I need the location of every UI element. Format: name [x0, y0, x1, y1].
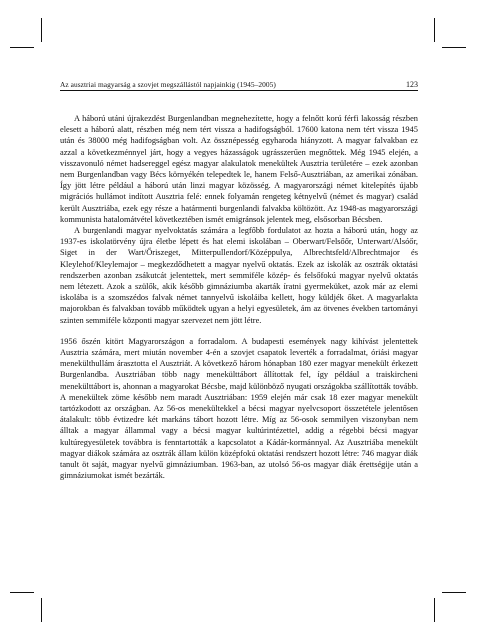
paragraph: A burgenlandi magyar nyelvoktatás számára a legfőbb fordulatot az hozta a háború után, hogy az 1937-es iskolatörvény újra életbe lépett és hat elemi iskolában – Oberwart/Felsőőr, Unterwart/Alsóőr, Siget in der Wart/Őriszeget, Mitterpullendorf/Középpulya, Albrechtsfeld/Albrechtmajor és Kleylehof/Kleylemajor – megkezdődhetett a magyar nyelvű oktatás. Ezek az iskolák az osztrák oktatási rendszerben azonban zsákutcát jelentettek, mert semmiféle közép- és felsőfokú magyar nyelvű oktatás nem létezett. Azok a szülők, akik később gimnáziumba akarták íratni gyermeküket, azok már az elemi iskolába is a szomszédos falvak német tannyelvű iskoláiba kellett, hogy küldjék őket. A magyarlakta majorokban és falvakban tovább működtek ugyan a helyi egyesületek, ám az ötvenes években tartományi szinten semmiféle központi magyar szervezet nem jött létre. [60, 226, 418, 325]
crop-mark [10, 47, 34, 48]
crop-mark [41, 598, 42, 622]
paragraph: A háború utáni újrakezdést Burgenlandban megnehezítette, hogy a felnőtt korú férfi lakosság részben elesett a háború alatt, részben még nem tért vissza a hadifogságból. 17600 katona nem tért vissza 1945 után és 38000 még hadifogságban volt. Az össznépesség egyharoda hiányzott. A magyar falvakban ez azzal a következménnyel járt, hogy a vegyes házasságok ugrásszerűen megnőttek. Még 1945 elején, a visszavonuló német hadsereggel egész magyar alakulatok menekültek Ausztria területére – ezek azonban nem Burgenlandban vagy Bécs környékén telepedtek le, hanem Felső-Ausztriában, az amerikai zónában. Így jött létre például a háború után linzi magyar közösség. A magyarországi német kitelepítés újabb migrációs hullámot indított Ausztria felé: ennek folyamán rengeteg kétnyelvű (német és magyar) család került Ausztriába, ezek egy része a határmenti burgenlandi falvakba költözött. Az 1948-as magyarországi kommunista hatalomátvétel következtében ismét emigránsok jelentek meg, elsősorban Bécsben. [60, 114, 418, 224]
page-number: 123 [406, 80, 418, 89]
book-page [60, 80, 418, 482]
crop-mark [10, 592, 34, 593]
running-head-title: Az ausztriai magyarság a szovjet megszállástól napjainkig (1945–2005) [60, 80, 276, 89]
crop-mark [442, 47, 466, 48]
crop-mark [442, 592, 466, 593]
crop-mark [41, 18, 42, 42]
crop-mark [434, 598, 435, 622]
paragraph: 1956 őszén kitört Magyarországon a forradalom. A budapesti események nagy kihívást jelentettek Ausztria számára, mert miután november 4-én a szovjet csapatok leverték a forradalmat, óriási magyar menekülthullám árasztotta el Ausztriát. A következő három hónapban 180 ezer magyar menekült érkezett Burgenlandba. Ausztriában több nagy menekülttábort állítottak fel, így például a traiskircheni menekülttábort is, ahonnan a magyarokat Bécsbe, majd különböző nyugati országokba szállították tovább. A menekültek zöme később nem maradt Ausztriában: 1959 elején már csak 18 ezer magyar menekült tartózkodott az országban. Az 56-os menekültekkel a bécsi magyar nyelvcsoport összetétele jelentősen átalakult: több évtizedre két markáns tábort hozott létre. Míg az 56-osok semmilyen viszonyban nem álltak a magyar állammal vagy a bécsi magyar kultúrintézettel, addig a régebbi bécsi magyar kultúregyesületek továbbra is fenntartották a kapcsolatot a Kádár-kormánnyal. Az Ausztriába menekült magyar diákok számára az osztrák állam külön középfokú oktatási rendszert hozott létre: 746 magyar diák tanult öt saját, magyar nyelvű gimnáziumban. 1963-ban, az utolsó 56-os magyar diák érettségije után a gimnáziumokat ismét bezárták. [60, 336, 418, 481]
body-text [60, 113, 418, 482]
running-head [60, 80, 418, 91]
crop-mark [434, 18, 435, 42]
